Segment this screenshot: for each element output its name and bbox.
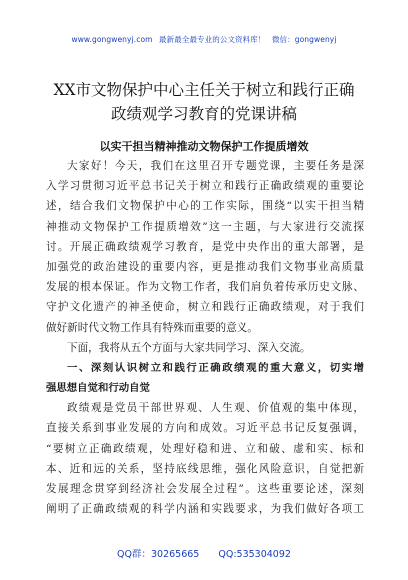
- paragraph-line: 做好新时代文物工作具有特殊而重要的意义。: [46, 321, 258, 334]
- title-line-1: XX市文物保护中心主任关于树立和践行正确: [53, 81, 355, 99]
- paragraph-line: 本、近和远的关系，坚持底线思维，强化风险意识，自觉把新: [46, 462, 364, 475]
- site-url-link[interactable]: www.gongwenyj.com: [71, 35, 153, 44]
- title-line-2: 政绩观学习教育的党课讲稿: [110, 105, 297, 123]
- paragraph-line: 下面，我将从五个方面与大家共同学习、深入交流。: [67, 341, 311, 354]
- paragraph-line: 加强党的政治建设的重要内容，更是推动我们文物事业高质量: [46, 260, 364, 273]
- qq-group-number: QQ群：30265665: [117, 549, 200, 560]
- paragraph-line: 发展理念贯穿到经济社会发展全过程”。这些重要论述，深刻: [46, 483, 364, 495]
- site-banner: [0, 34, 408, 45]
- section-heading-line: 强思想自觉和行动自觉: [46, 382, 150, 395]
- document-title: [20, 78, 388, 126]
- paragraph-line: 神推动文物保护工作提质增效”这一主题，与大家进行交流探: [46, 220, 364, 233]
- qq-number: QQ:535304092: [218, 549, 291, 560]
- paragraph-line: 述，结合我们文物保护中心的工作实际，围绕“以实干担当精: [46, 200, 364, 213]
- wechat-id: 微信：gongwenyj: [271, 35, 337, 44]
- paragraph-line: 大家好！今天，我们在这里召开专题党课，主要任务是深: [67, 160, 364, 172]
- site-slogan-link[interactable]: 最新最全最专业的公文资料库！: [159, 35, 266, 44]
- body-text: [46, 156, 364, 519]
- paragraph-line: 入学习贯彻习近平总书记关于树立和践行正确政绩观的重要论: [46, 180, 364, 193]
- paragraph-line: “要树立正确政绩观，处理好稳和进、立和破、虚和实、标和: [46, 442, 364, 455]
- paragraph-line: 发展的根本保证。作为文物工作者，我们肩负着传承历史文脉、: [46, 281, 364, 294]
- paragraph-line: 阐明了正确政绩观的科学内涵和实践要求，为我们做好各项工: [46, 503, 364, 516]
- paragraph-line: 直接关系到事业发展的方向和成效。习近平总书记反复强调，: [46, 422, 364, 435]
- section-heading-line: 一、深刻认识树立和践行正确政绩观的重大意义，切实增: [67, 361, 364, 374]
- paragraph-line: 政绩观是党员干部世界观、人生观、价值观的集中体现，: [67, 402, 364, 415]
- page-footer: [0, 546, 408, 560]
- paragraph-line: 讨。开展正确政绩观学习教育，是党中央作出的重大部署，是: [46, 240, 364, 253]
- paragraph-line: 守护文化遗产的神圣使命，树立和践行正确政绩观，对于我们: [46, 301, 364, 314]
- document-subtitle: 以实干担当精神推动文物保护工作提质增效: [99, 140, 309, 153]
